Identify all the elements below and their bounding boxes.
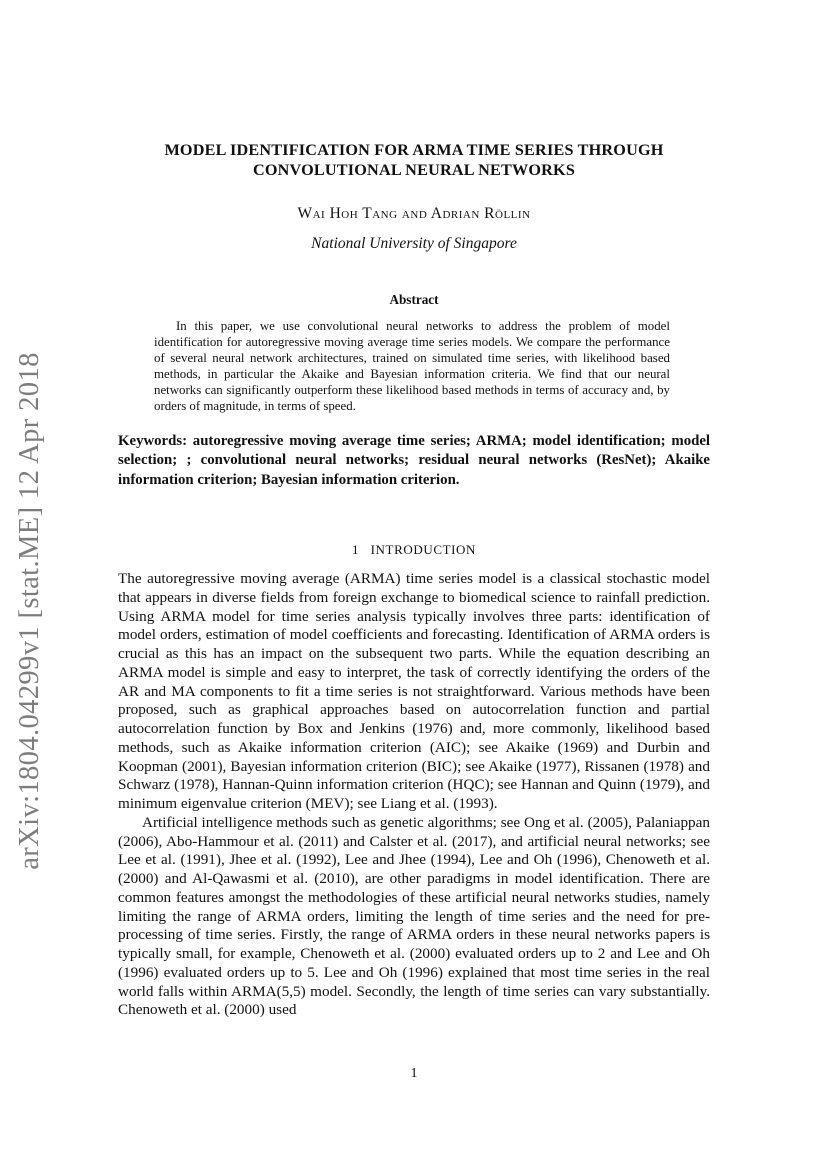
body-text xyxy=(118,570,710,1020)
keywords-text: autoregressive moving average time series; ARMA; model identification; model selection; ; convolutional neural networks; residual neural networks (ResNet); Akaike information criterion; Bayesian information criterion. xyxy=(118,433,710,488)
section-heading xyxy=(110,542,718,558)
paragraph: The autoregressive moving average (ARMA) time series model is a classical stochastic model that appears in diverse fields from foreign exchange to biomedical science to rainfall prediction. Using ARMA model for time series analysis typically involves three parts: identification of model orders, estimation of model coefficients and forecasting. Identification of ARMA orders is crucial as this has an impact on the subsequent two parts. While the equation describing an ARMA model is simple and easy to interpret, the task of correctly identifying the orders of the AR and MA components to fit a time series is not straightforward. Various methods have been proposed, such as graphical approaches based on autocorrelation function and partial autocorrelation function by Box and Jenkins (1976) and, more commonly, likelihood based methods, such as Akaike information criterion (AIC); see Akaike (1969) and Durbin and Koopman (2001), Bayesian information criterion (BIC); see Akaike (1977), Rissanen (1978) and Schwarz (1978), Hannan-Quinn information criterion (HQC); see Hannan and Quinn (1979), and minimum eigenvalue criterion (MEV); see Liang et al. (1993). xyxy=(118,570,710,812)
paper-title: MODEL IDENTIFICATION FOR ARMA TIME SERIES THROUGH CONVOLUTIONAL NEURAL NETWORKS xyxy=(164,141,664,179)
abstract-text: In this paper, we use convolutional neural networks to address the problem of model identification for autoregressive moving average time series models. We compare the performance of several neural network architectures, trained on simulated time series, with likelihood based methods, in particular the Akaike and Bayesian information criteria. We find that our neural networks can significantly outperform these likelihood based methods in terms of accuracy and, by orders of magnitude, in terms of speed. xyxy=(154,319,670,414)
section-number: 1 xyxy=(351,542,360,557)
abstract-heading: Abstract xyxy=(389,292,439,307)
page-number: 1 xyxy=(410,1066,418,1081)
arxiv-identifier-text: arXiv:1804.04299v1 [stat.ME] 12 Apr 2018 xyxy=(14,352,45,870)
keywords-label: Keywords: xyxy=(118,433,188,449)
section-title: INTRODUCTION xyxy=(370,542,477,557)
keywords xyxy=(118,432,710,490)
paragraph: Artificial intelligence methods such as genetic algorithms; see Ong et al. (2005), Palaniappan (2006), Abo-Hammour et al. (2011) and Calster et al. (2017), and artificial neural networks; see Lee et al. (1991), Jhee et al. (1992), Lee and Jhee (1994), Lee and Oh (1996), Chenoweth et al. (2000) and Al-Qawasmi et al. (2010), are other paradigms in model identification. There are common features amongst the methodologies of these artificial neural networks studies, namely limiting the range of ARMA orders, limiting the length of time series and the need for pre-processing of time series. Firstly, the range of ARMA orders in these neural networks papers is typically small, for example, Chenoweth et al. (2000) evaluated orders up to 2 and Lee and Oh (1996) evaluated orders up to 5. Lee and Oh (1996) explained that most time series in the real world falls within ARMA(5,5) model. Secondly, the length of time series can vary substantially. Chenoweth et al. (2000) used xyxy=(118,813,710,1019)
affiliation: National University of Singapore xyxy=(311,235,517,252)
authors: Wai Hoh Tang and Adrian Röllin xyxy=(297,205,531,222)
arxiv-identifier xyxy=(8,352,52,870)
